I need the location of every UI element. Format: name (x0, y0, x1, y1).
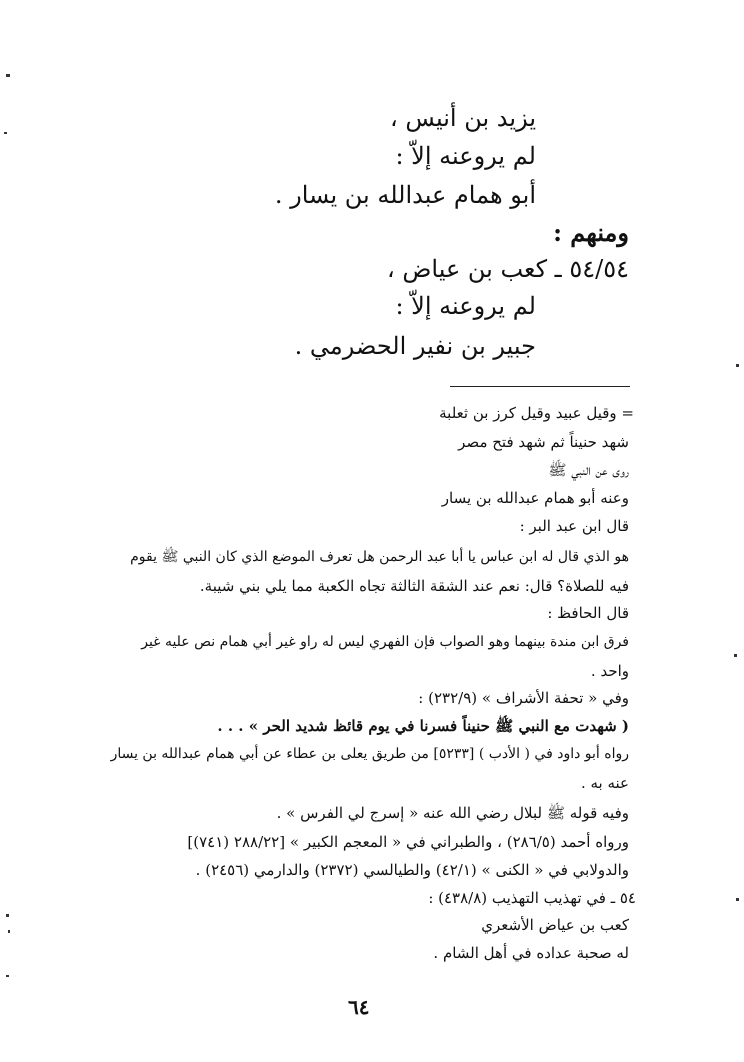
footnote-line: ورواه أحمد (٢٨٦/٥) ، والطبراني في « المعجم الكبير » [٢٨٨/٢٢ (٧٤١)] (187, 833, 629, 851)
scan-speck (736, 898, 739, 901)
scan-speck (6, 74, 10, 77)
footnote-line: هو الذي قال له ابن عباس يا أبا عبد الرحمن هل تعرف الموضع الذي كان النبي ﷺ يقوم (130, 549, 629, 565)
footnote-line: واحد . (590, 662, 629, 680)
footnote-line: شهد حنيناً ثم شهد فتح مصر (458, 433, 629, 451)
footnote-line: والدولابي في « الكنى » (٤٢/١) والطيالسي (٢٣٧٢) والدارمي (٢٤٥٦) . (195, 861, 629, 879)
main-line-7: جبير بن نفير الحضرمي . (294, 332, 536, 360)
main-line-1: يزيد بن أنيس ، (390, 104, 536, 132)
footnote-line: وفيه قوله ﷺ لبلال رضي الله عنه « إسرج لي الفرس » . (276, 804, 629, 822)
page-number: ٦٤ (348, 995, 370, 1019)
footnote-line: وعنه أبو همام عبدالله بن يسار (441, 489, 629, 507)
footnote-line: رواه أبو داود في ( الأدب ) [٥٢٣٣] من طريق يعلى بن عطاء عن أبي همام عبدالله بن يسار (110, 746, 629, 762)
footnote-line: روى عن النبي ﷺ (548, 461, 629, 479)
main-line-6: لم يروعنه إلاّ : (395, 292, 536, 320)
footnote-line: = وقيل عبيد وقيل كرز بن ثعلبة (439, 404, 634, 422)
footnote-line: قال ابن عبد البر : (519, 517, 629, 535)
scan-speck (736, 364, 739, 367)
section-heading: ومنهم : (553, 218, 629, 247)
footnote-separator (450, 386, 630, 387)
footnote-line: فيه للصلاة؟ قال: نعم عند الشقة الثالثة تجاه الكعبة مما يلي بني شيبة. (199, 577, 629, 595)
footnote-line: عنه به . (580, 774, 629, 792)
footnote-line: فرق ابن مندة بينهما وهو الصواب فإن الفهري ليس له راو غير أبي همام نص عليه غير (141, 634, 629, 650)
entry-heading: ٥٤/٥٤ ـ كعب بن عياض ، (387, 255, 629, 283)
scan-speck (4, 132, 7, 134)
footnote-line: ( شهدت مع النبي ﷺ حنيناً فسرنا في يوم قائظ شديد الحر » . . . (217, 717, 629, 735)
scan-speck (734, 654, 737, 657)
footnote-line: قال الحافظ : (547, 604, 629, 622)
footnote-line: وفي « تحفة الأشراف » (٢٣٢/٩) : (418, 689, 629, 707)
footnote-line: كعب بن عياض الأشعري (481, 916, 629, 934)
main-line-3: أبو همام عبدالله بن يسار . (274, 181, 536, 209)
main-line-2: لم يروعنه إلاّ : (395, 142, 536, 170)
footnote-line: له صحبة عداده في أهل الشام . (433, 944, 629, 962)
scan-speck (6, 914, 9, 917)
scan-speck (8, 930, 10, 933)
footnote-line: ٥٤ ـ في تهذيب التهذيب (٤٣٨/٨) : (428, 889, 636, 907)
scan-speck (6, 975, 9, 977)
